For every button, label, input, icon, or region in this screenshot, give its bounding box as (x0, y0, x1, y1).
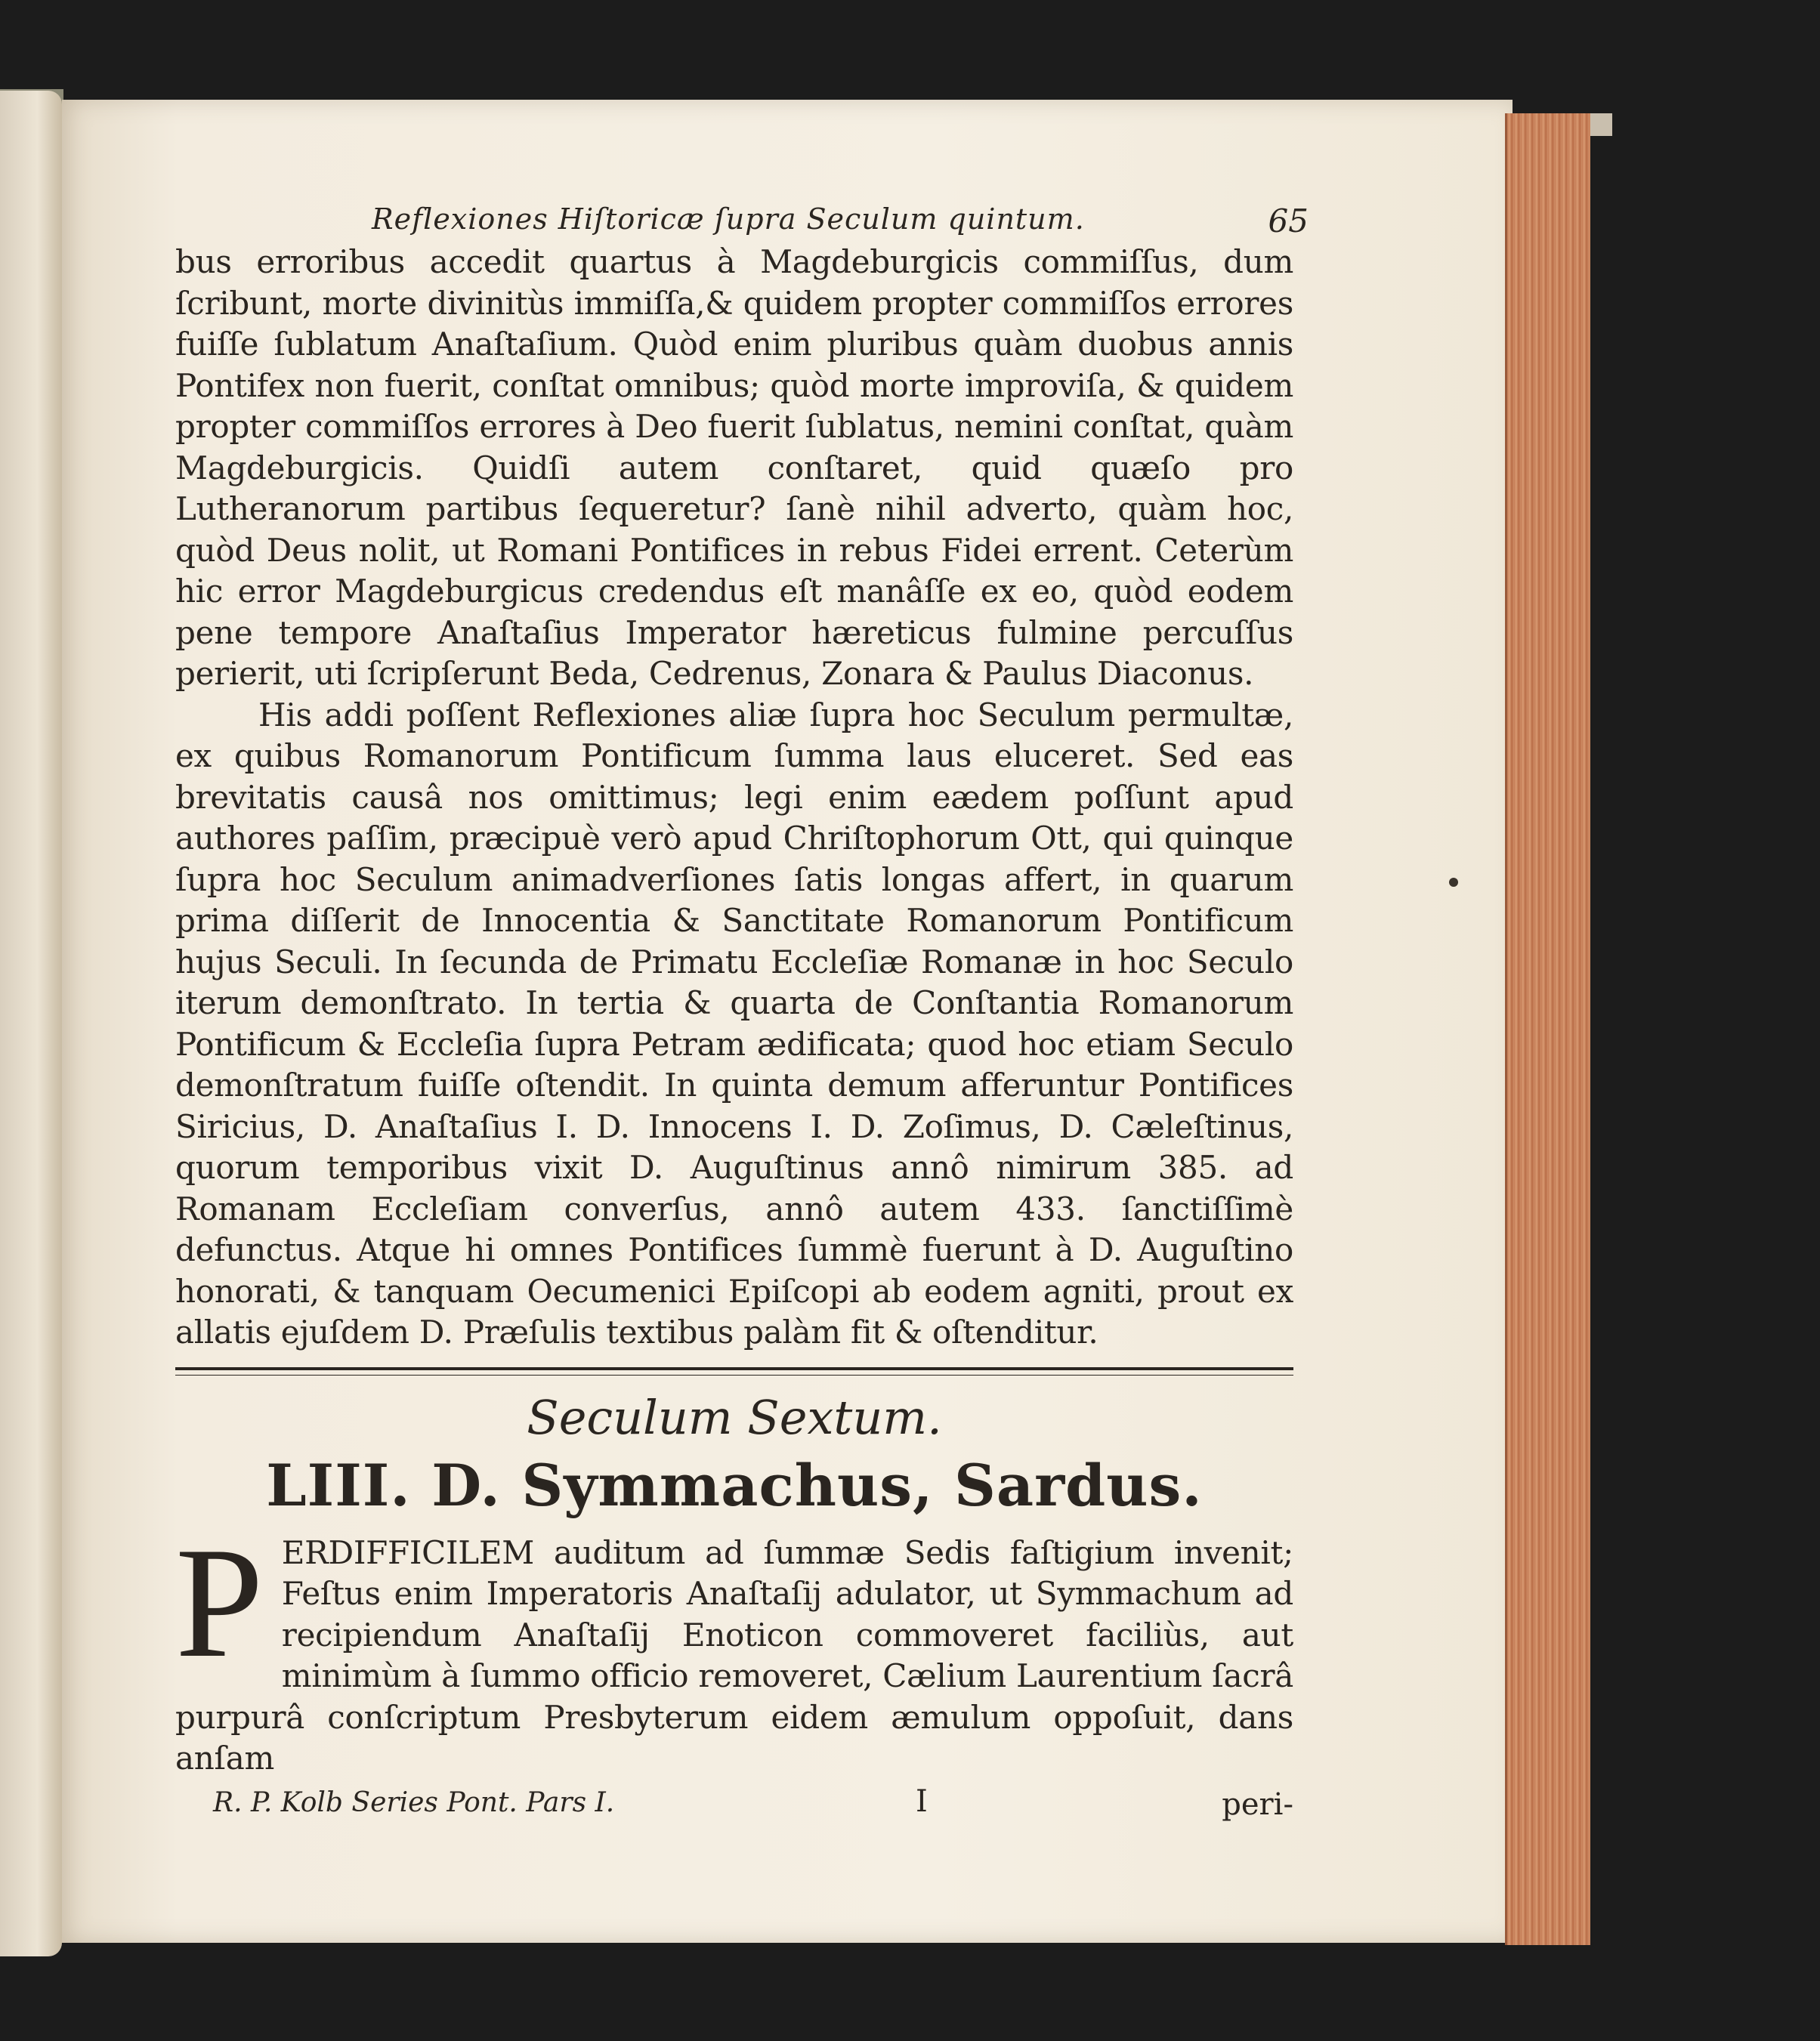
margin-mark (1449, 878, 1458, 887)
signature-mark: I (916, 1783, 928, 1819)
symmachus-text: ERDIFFICILEM auditum ad ſummæ Sedis faſtigium invenit; Feſtus enim Imperatoris Anaſtaſij adulator, ut Symmachum ad recipiendum Anaſtaſij Enoticon commoveret faciliùs, aut minimùm à ſummo officio removeret, Cælium Laurentium ſacrâ purpurâ conſcriptum Presbyterum eidem æmulum oppoſuit, dans anſam (175, 1533, 1293, 1777)
paragraph-reflexiones: His addi poſſent Reflexiones aliæ ſupra hoc Seculum permultæ, ex quibus Romanorum Pontificum ſumma laus eluceret. Sed eas brevitatis causâ nos omittimus; legi enim eædem poſſunt apud authores paſſim, præcipuè verò apud Chriſtophorum Ott, qui quinque ſupra hoc Seculum animadverſiones ſatis longas affert, in quarum prima diſſerit de Innocentia & Sanctitate Romanorum Pontificum hujus Seculi. In ſecunda de Primatu Eccleſiæ Romanæ in hoc Seculo iterum demonſtrato. In tertia & quarta de Conſtantia Romanorum Pontificum & Eccleſia ſupra Petram ædificata; quod hoc etiam Seculo demonſtratum fuiſſe oſtendit. In quinta demum afferuntur Pontifices Siricius, D. Anaſtaſius I. D. Innocens I. D. Zoſimus, D. Cæleſtinus, quorum temporibus vixit D. Auguſtinus annô nimirum 385. ad Romanam Eccleſiam converſus, annô autem 433. ſanctiſſimè defunctus. Atque hi omnes Pontifices ſummè fuerunt à D. Auguſtino honorati, & tanquam Oecumenici Epiſcopi ab eodem agniti, prout ex allatis ejuſdem D. Præſulis textibus palàm fit & oſtenditur. (175, 696, 1293, 1351)
section-rule (175, 1367, 1293, 1376)
pope-heading: LIII. D. Symmachus, Sardus. (266, 1451, 1203, 1519)
text-block (175, 189, 1309, 1828)
page-footer (175, 1783, 1293, 1828)
running-title: Reflexiones Hiſtoricæ ſupra Seculum quintum. (372, 202, 1085, 236)
page-number: 65 (1268, 202, 1309, 239)
section-title: Seculum Sextum. (527, 1389, 942, 1445)
running-head (175, 189, 1309, 242)
page-fore-edge (1505, 113, 1590, 1945)
drop-cap: P (175, 1515, 264, 1691)
paragraph-magdeburg: bus erroribus accedit quartus à Magdeburgicis commiſſus, dum ſcribunt, morte divinitùs immiſſa,& quidem propter commiſſos errores fuiſſe ſublatum Anaſtaſium. Quòd enim pluribus quàm duobus annis Pontifex non fuerit, conſtat omnibus; quòd morte improviſa, & quidem propter commiſſos errores à Deo fuerit ſublatus, nemini conſtat, quàm Magdeburgicis. Quidſi autem conſtaret, quid quæſo pro Lutheranorum partibus ſequeretur? ſanè nihil adverto, quàm hoc, quòd Deus nolit, ut Romani Pontifices in rebus Fidei errent. Ceterùm hic error Magdeburgicus credendus eſt manâſſe ex eo, quòd eodem pene tempore Anaſtaſius Imperator hæreticus fulmine percuſſus perierit, uti ſcripſerunt Beda, Cedrenus, Zonara & Paulus Diaconus. (175, 243, 1293, 692)
signature-line: R. P. Kolb Series Pont. Pars I. (213, 1786, 615, 1818)
symmachus-paragraph (175, 1515, 1293, 1780)
catchword: peri- (1222, 1786, 1293, 1822)
left-page-edge (0, 91, 62, 1956)
